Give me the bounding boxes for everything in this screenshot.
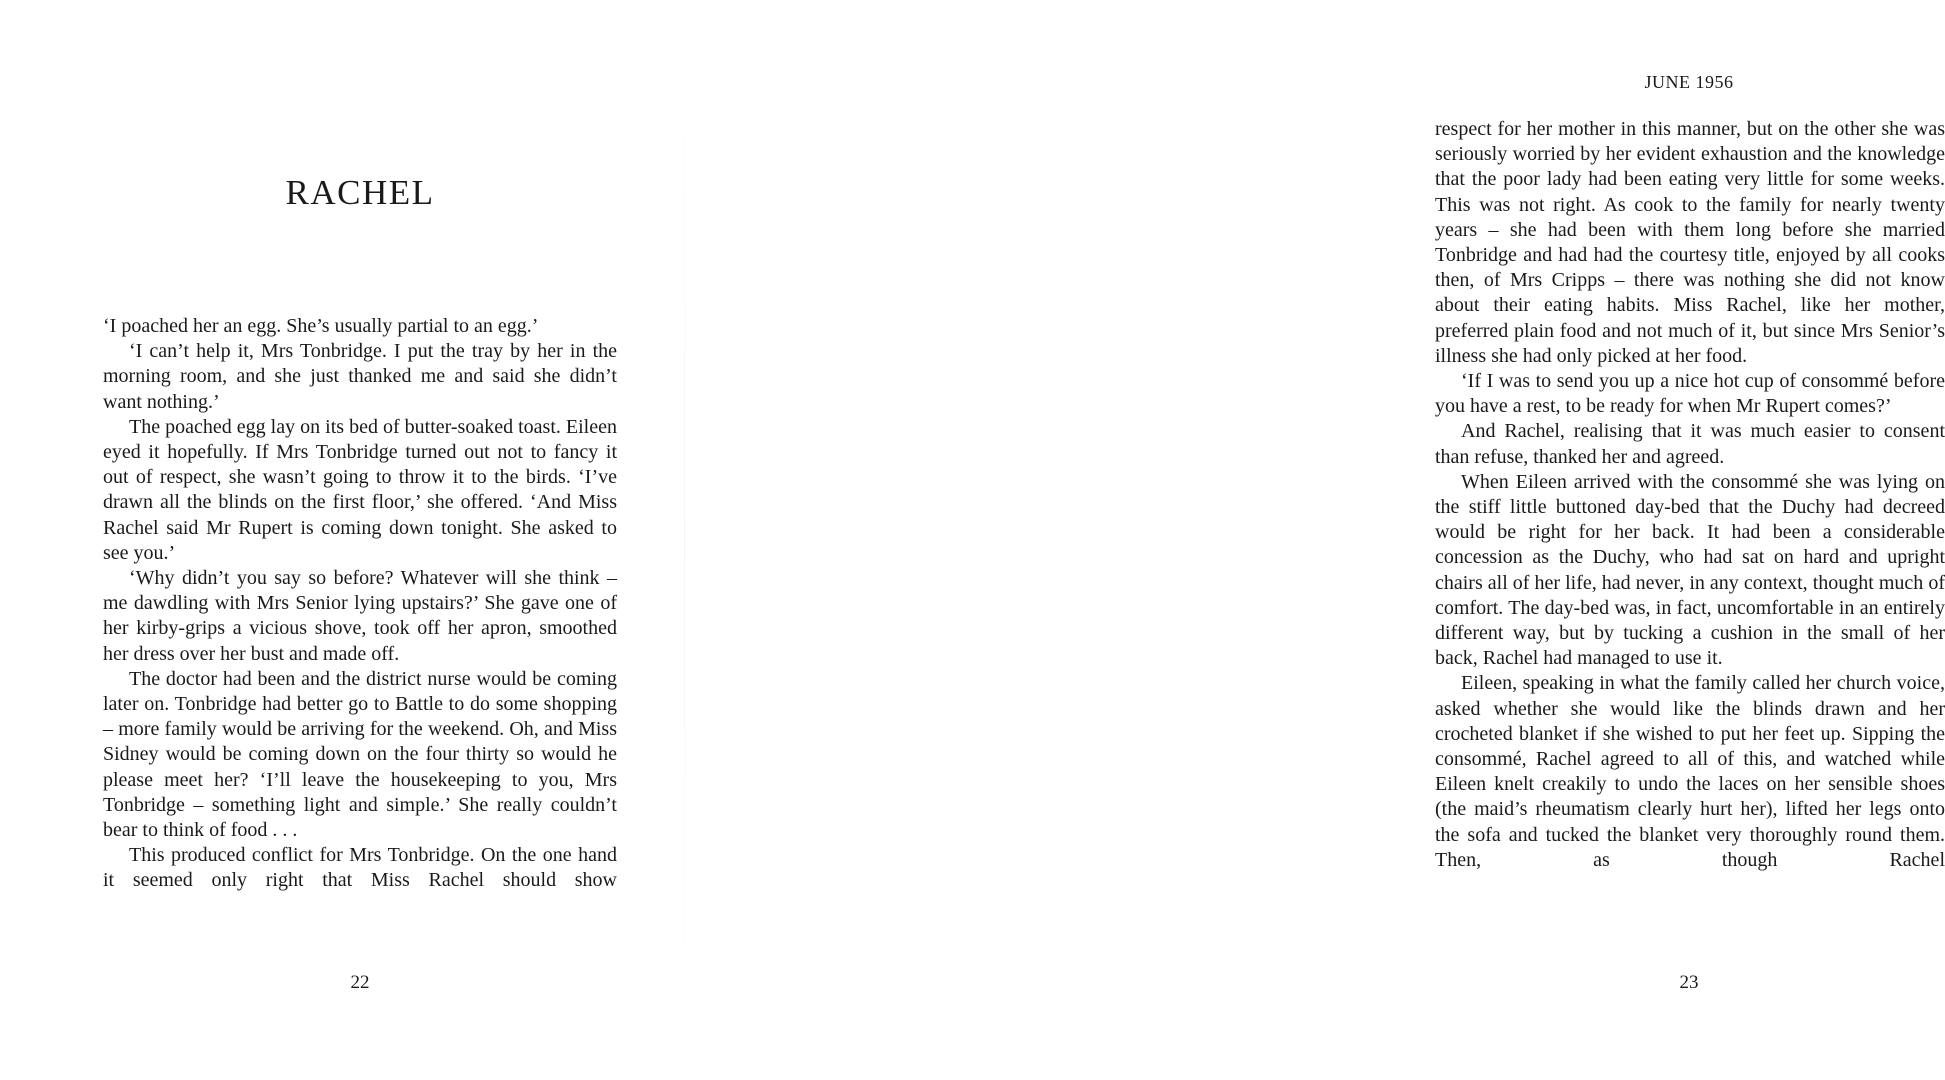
right-page-body xyxy=(1435,117,1945,873)
running-head: JUNE 1956 xyxy=(1644,72,1734,92)
left-page xyxy=(0,0,684,1080)
chapter-title: RACHEL xyxy=(285,173,435,212)
page-number: 22 xyxy=(350,972,370,993)
paragraph: ‘I poached her an egg. She’s usually partial to an egg.’ xyxy=(103,315,539,337)
paragraph: ‘I can’t help it, Mrs Tonbridge. I put the tray by her in the morning room, and she just thanked me and said she didn’t want nothing.’ xyxy=(103,340,617,413)
left-page-body xyxy=(103,314,617,894)
paragraph: This produced conflict for Mrs Tonbridge. On the one hand it seemed only right that Miss Rachel should show xyxy=(103,844,617,892)
paragraph: When Eileen arrived with the consommé she was lying on the stiff little buttoned day-bed that the Duchy had decreed would be right for her back. It had been a considerable concession as the Duchy, who had sat on hard and upright chairs all of her life, had never, in any context, thought much of comfort. The day-bed was, in fact, uncomfortable in an entirely different way, but by tucking a cushion in the small of her back, Rachel had managed to use it. xyxy=(1435,470,1945,670)
paragraph: And Rachel, realising that it was much easier to consent than refuse, thanked her and agreed. xyxy=(1435,420,1945,468)
paragraph: ‘If I was to send you up a nice hot cup of consommé before you have a rest, to be ready for when Mr Rupert comes?’ xyxy=(1435,370,1945,418)
right-page xyxy=(685,0,1945,1080)
paragraph: ‘Why didn’t you say so before? Whatever will she think – me dawdling with Mrs Senior lying upstairs?’ She gave one of her kirby-grips a vicious shove, took off her apron, smoothed her dress over her bust and made off. xyxy=(103,567,617,665)
paragraph: The doctor had been and the district nurse would be coming later on. Tonbridge had better go to Battle to do some shopping – more family would be arriving for the weekend. Oh, and Miss Sidney would be coming down on the four thirty so would he please meet her? ‘I’ll leave the housekeeping to you, Mrs Tonbridge – something light and simple.’ She really couldn’t bear to think of food . . . xyxy=(103,667,617,842)
paragraph: Eileen, speaking in what the family called her church voice, asked whether she would like the blinds drawn and her crocheted blanket if she wished to put her feet up. Sipping the consommé, Rachel agreed to all of this, and watched while Eileen knelt creakily to undo the laces on her sensible shoes (the maid’s rheumatism clearly hurt her), lifted her legs onto the sofa and tucked the blanket very thoroughly round them. Then, as though Rachel xyxy=(1435,672,1945,871)
page-number: 23 xyxy=(1679,972,1699,993)
paragraph: The poached egg lay on its bed of butter-soaked toast. Eileen eyed it hopefully. If Mrs Tonbridge turned out not to fancy it out of respect, she wasn’t going to throw it to the birds. ‘I’ve drawn all the blinds on the first floor,’ she offered. ‘And Miss Rachel said Mr Rupert is coming down tonight. She asked to see you.’ xyxy=(103,415,617,564)
paragraph: respect for her mother in this manner, but on the other she was seriously worried by her evident exhaustion and the knowledge that the poor lady had been eating very little for some weeks. This was not right. As cook to the family for nearly twenty years – she had been with them long before she married Tonbridge and had had the courtesy title, enjoyed by all cooks then, of Mrs Cripps – there was nothing she did not know about their eating habits. Miss Rachel, like her mother, preferred plain food and not much of it, but since Mrs Senior’s illness she had only picked at her food. xyxy=(1435,118,1945,367)
